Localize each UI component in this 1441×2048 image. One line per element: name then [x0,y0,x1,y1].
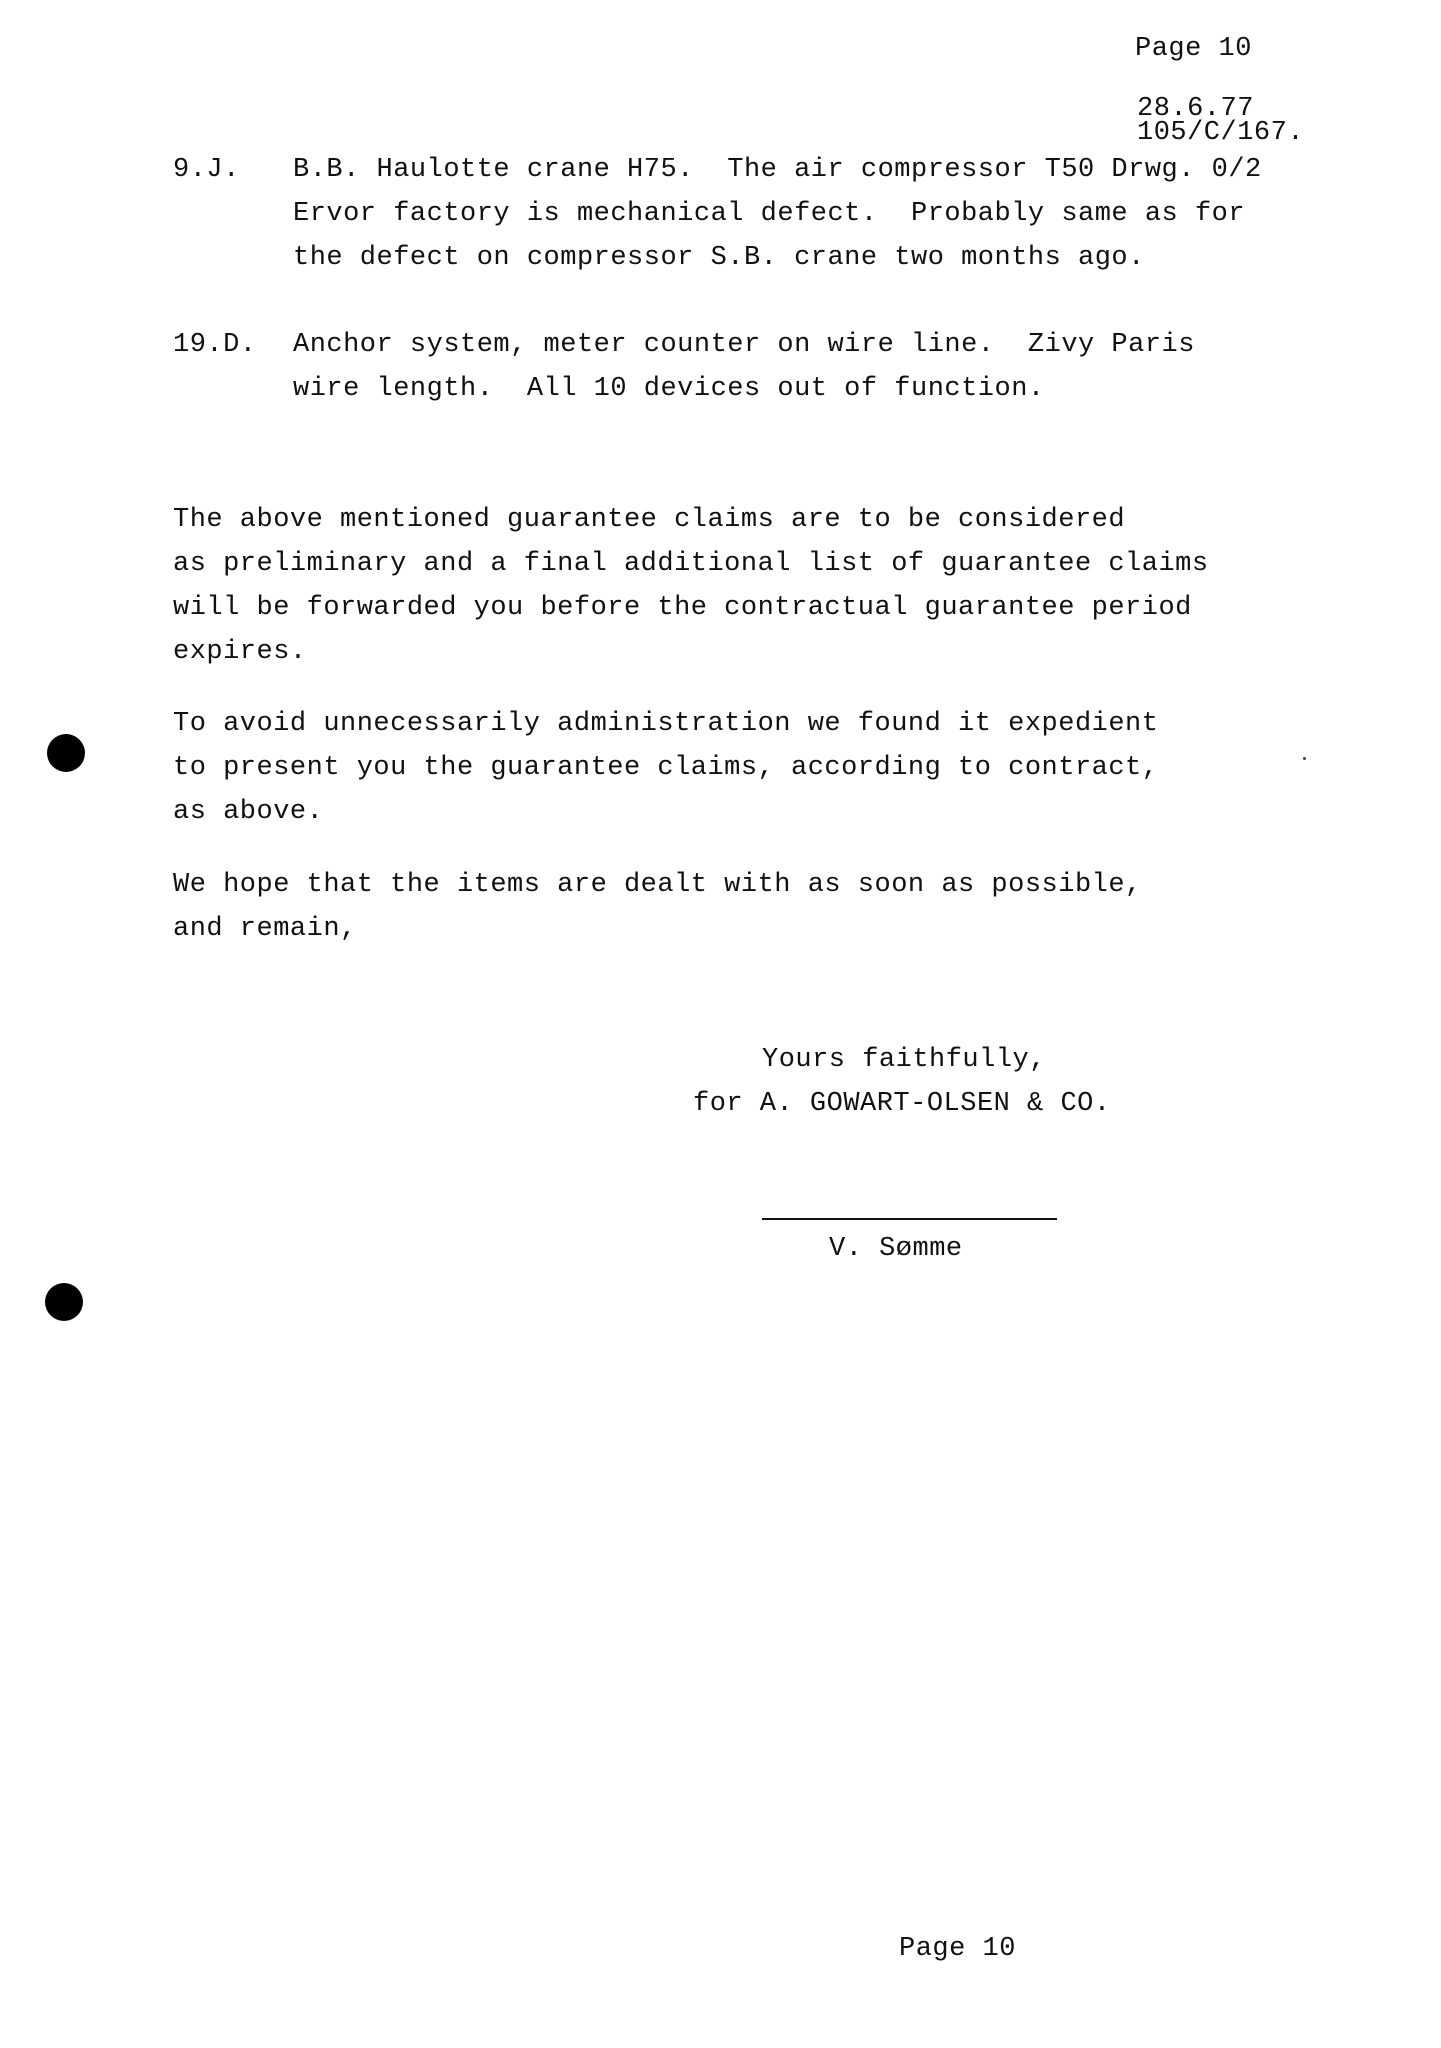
closing-company: for A. GOWART-OLSEN & CO. [693,1089,1111,1119]
item-line: wire length. All 10 devices out of function. [293,374,1045,404]
letter-date: 28.6.77 [1137,94,1254,124]
item-number: 19.D. [173,330,257,360]
signatory-name: V. Sømme [829,1234,963,1264]
punch-hole-bottom [45,1283,83,1321]
item-line: Ervor factory is mechanical defect. Probably same as for [293,199,1246,229]
paragraph-line: as preliminary and a final additional list of guarantee claims [173,549,1209,579]
paragraph-line: will be forwarded you before the contractual guarantee period [173,593,1192,623]
item-line: the defect on compressor S.B. crane two months ago. [293,243,1145,273]
item-line: B.B. Haulotte crane H75. The air compressor T50 Drwg. 0/2 [293,155,1262,185]
page-number-footer: Page 10 [899,1934,1016,1964]
item-line: Anchor system, meter counter on wire line. Zivy Paris [293,330,1195,360]
paragraph-line: and remain, [173,914,357,944]
letter-reference: 105/C/167. [1137,118,1305,148]
paragraph-line: To avoid unnecessarily administration we found it expedient [173,709,1159,739]
page-number-header: Page 10 [1135,34,1252,64]
item-number: 9.J. [173,155,240,185]
paragraph-line: to present you the guarantee claims, according to contract, [173,753,1159,783]
signature-line [762,1218,1057,1220]
paragraph-line: We hope that the items are dealt with as soon as possible, [173,870,1142,900]
paragraph-line: expires. [173,637,307,667]
paragraph-line: as above. [173,797,324,827]
closing-salutation: Yours faithfully, [762,1045,1046,1075]
scan-speck [1303,757,1306,760]
punch-hole-top [47,734,85,772]
paragraph-line: The above mentioned guarantee claims are to be considered [173,505,1126,535]
